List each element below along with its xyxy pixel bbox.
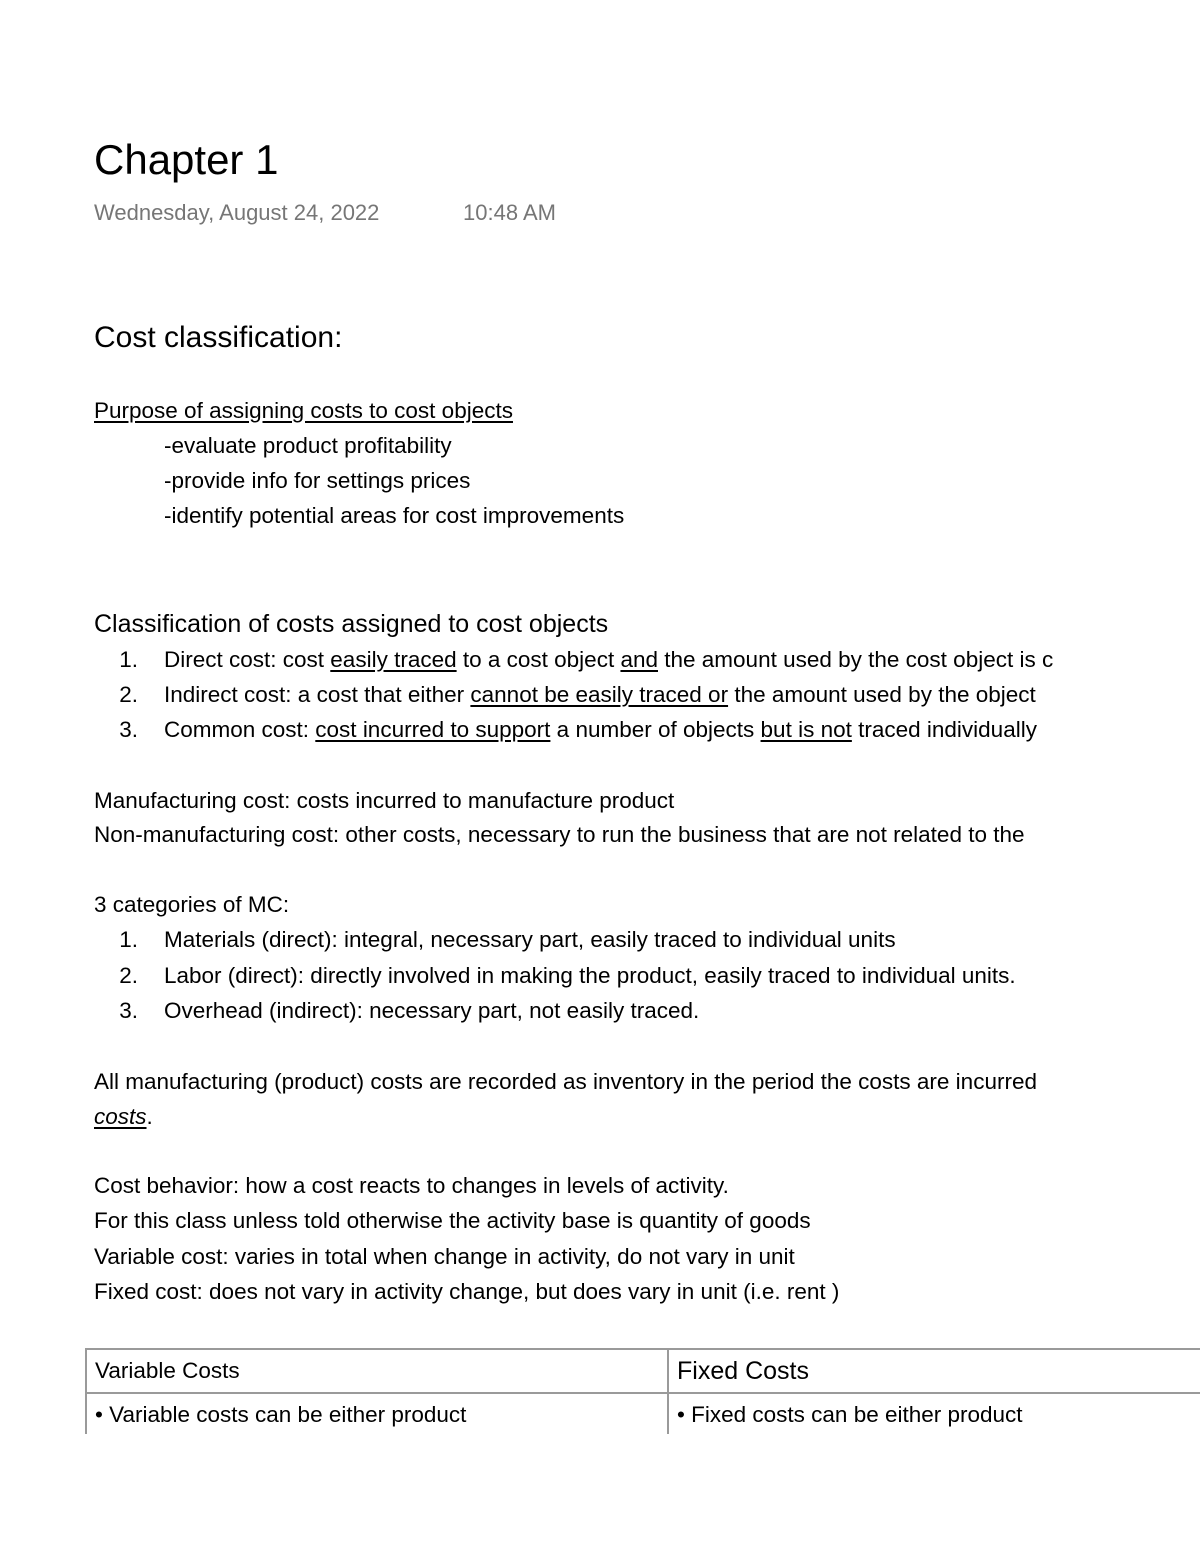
page-time: 10:48 AM (463, 200, 556, 225)
section-heading-cost-classification: Cost classification: (94, 321, 343, 354)
non-manufacturing-cost-line: Non-manufacturing cost: other costs, necessary to run the business that are not related to the (94, 822, 1025, 847)
list-number: 3. (119, 717, 138, 742)
list-number: 3. (119, 998, 138, 1023)
purpose-heading (94, 396, 513, 426)
purpose-item: -provide info for settings prices (164, 468, 471, 493)
item-text: Materials (direct): integral, necessary part, easily traced to individual units (164, 927, 896, 952)
page-date: Wednesday, August 24, 2022 (94, 200, 380, 225)
cost-comparison-table (85, 1348, 1200, 1434)
categories-heading: 3 categories of MC: (94, 892, 290, 917)
inventory-note-emphasis: costs (94, 1104, 147, 1129)
list-number: 2. (119, 963, 138, 988)
classification-heading: Classification of costs assigned to cost objects (94, 610, 609, 638)
item-text-underlined: easily traced (330, 647, 457, 672)
page-title: Chapter 1 (94, 136, 279, 183)
item-text-underlined: and (620, 647, 658, 672)
item-text: a number of objects (550, 717, 761, 742)
manufacturing-cost-line: Manufacturing cost: costs incurred to manufacture product (94, 788, 675, 813)
inventory-note-line: All manufacturing (product) costs are recorded as inventory in the period the costs are incurred (94, 1069, 1037, 1094)
item-text-underlined: but is not (760, 717, 852, 742)
item-text: Overhead (indirect): necessary part, not easily traced. (164, 998, 700, 1023)
item-text: Common cost: (164, 717, 316, 742)
list-number: 2. (119, 682, 138, 707)
item-text: Direct cost: cost (164, 647, 331, 672)
item-text: the amount used by the object (728, 682, 1036, 707)
inventory-note-line-2 (94, 1102, 153, 1132)
item-text-underlined: cannot be easily traced or (470, 682, 729, 707)
purpose-heading-text: Purpose of assigning costs to cost objects (94, 398, 513, 423)
classification-item (94, 645, 1053, 675)
table-header-cell: Variable Costs (86, 1349, 668, 1393)
item-text: Indirect cost: a cost that either (164, 682, 471, 707)
category-item (94, 925, 896, 955)
item-text: Labor (direct): directly involved in making the product, easily traced to individual units. (164, 963, 1016, 988)
behavior-line: For this class unless told otherwise the activity base is quantity of goods (94, 1208, 811, 1233)
item-text: the amount used by the cost object is c (658, 647, 1054, 672)
cost-table (85, 1348, 1200, 1434)
table-header-row (86, 1349, 1200, 1393)
purpose-item: -evaluate product profitability (164, 433, 452, 458)
behavior-line: Fixed cost: does not vary in activity change, but does vary in unit (i.e. rent ) (94, 1279, 840, 1304)
list-number: 1. (119, 927, 138, 952)
list-number: 1. (119, 647, 138, 672)
behavior-line: Cost behavior: how a cost reacts to changes in levels of activity. (94, 1173, 729, 1198)
item-text-underlined: cost incurred to support (315, 717, 551, 742)
item-text: to a cost object (456, 647, 621, 672)
table-row (86, 1393, 1200, 1434)
category-item (94, 961, 1016, 991)
item-text: traced individually (851, 717, 1037, 742)
classification-item (94, 680, 1036, 710)
category-item (94, 996, 699, 1026)
table-cell: • Fixed costs can be either product (668, 1393, 1200, 1434)
purpose-item: -identify potential areas for cost improvements (164, 503, 625, 528)
table-cell: • Variable costs can be either product (86, 1393, 668, 1434)
inventory-note-period: . (146, 1104, 153, 1129)
classification-item (94, 715, 1037, 745)
table-header-cell: Fixed Costs (668, 1349, 1200, 1393)
behavior-line: Variable cost: varies in total when change in activity, do not vary in unit (94, 1244, 795, 1269)
